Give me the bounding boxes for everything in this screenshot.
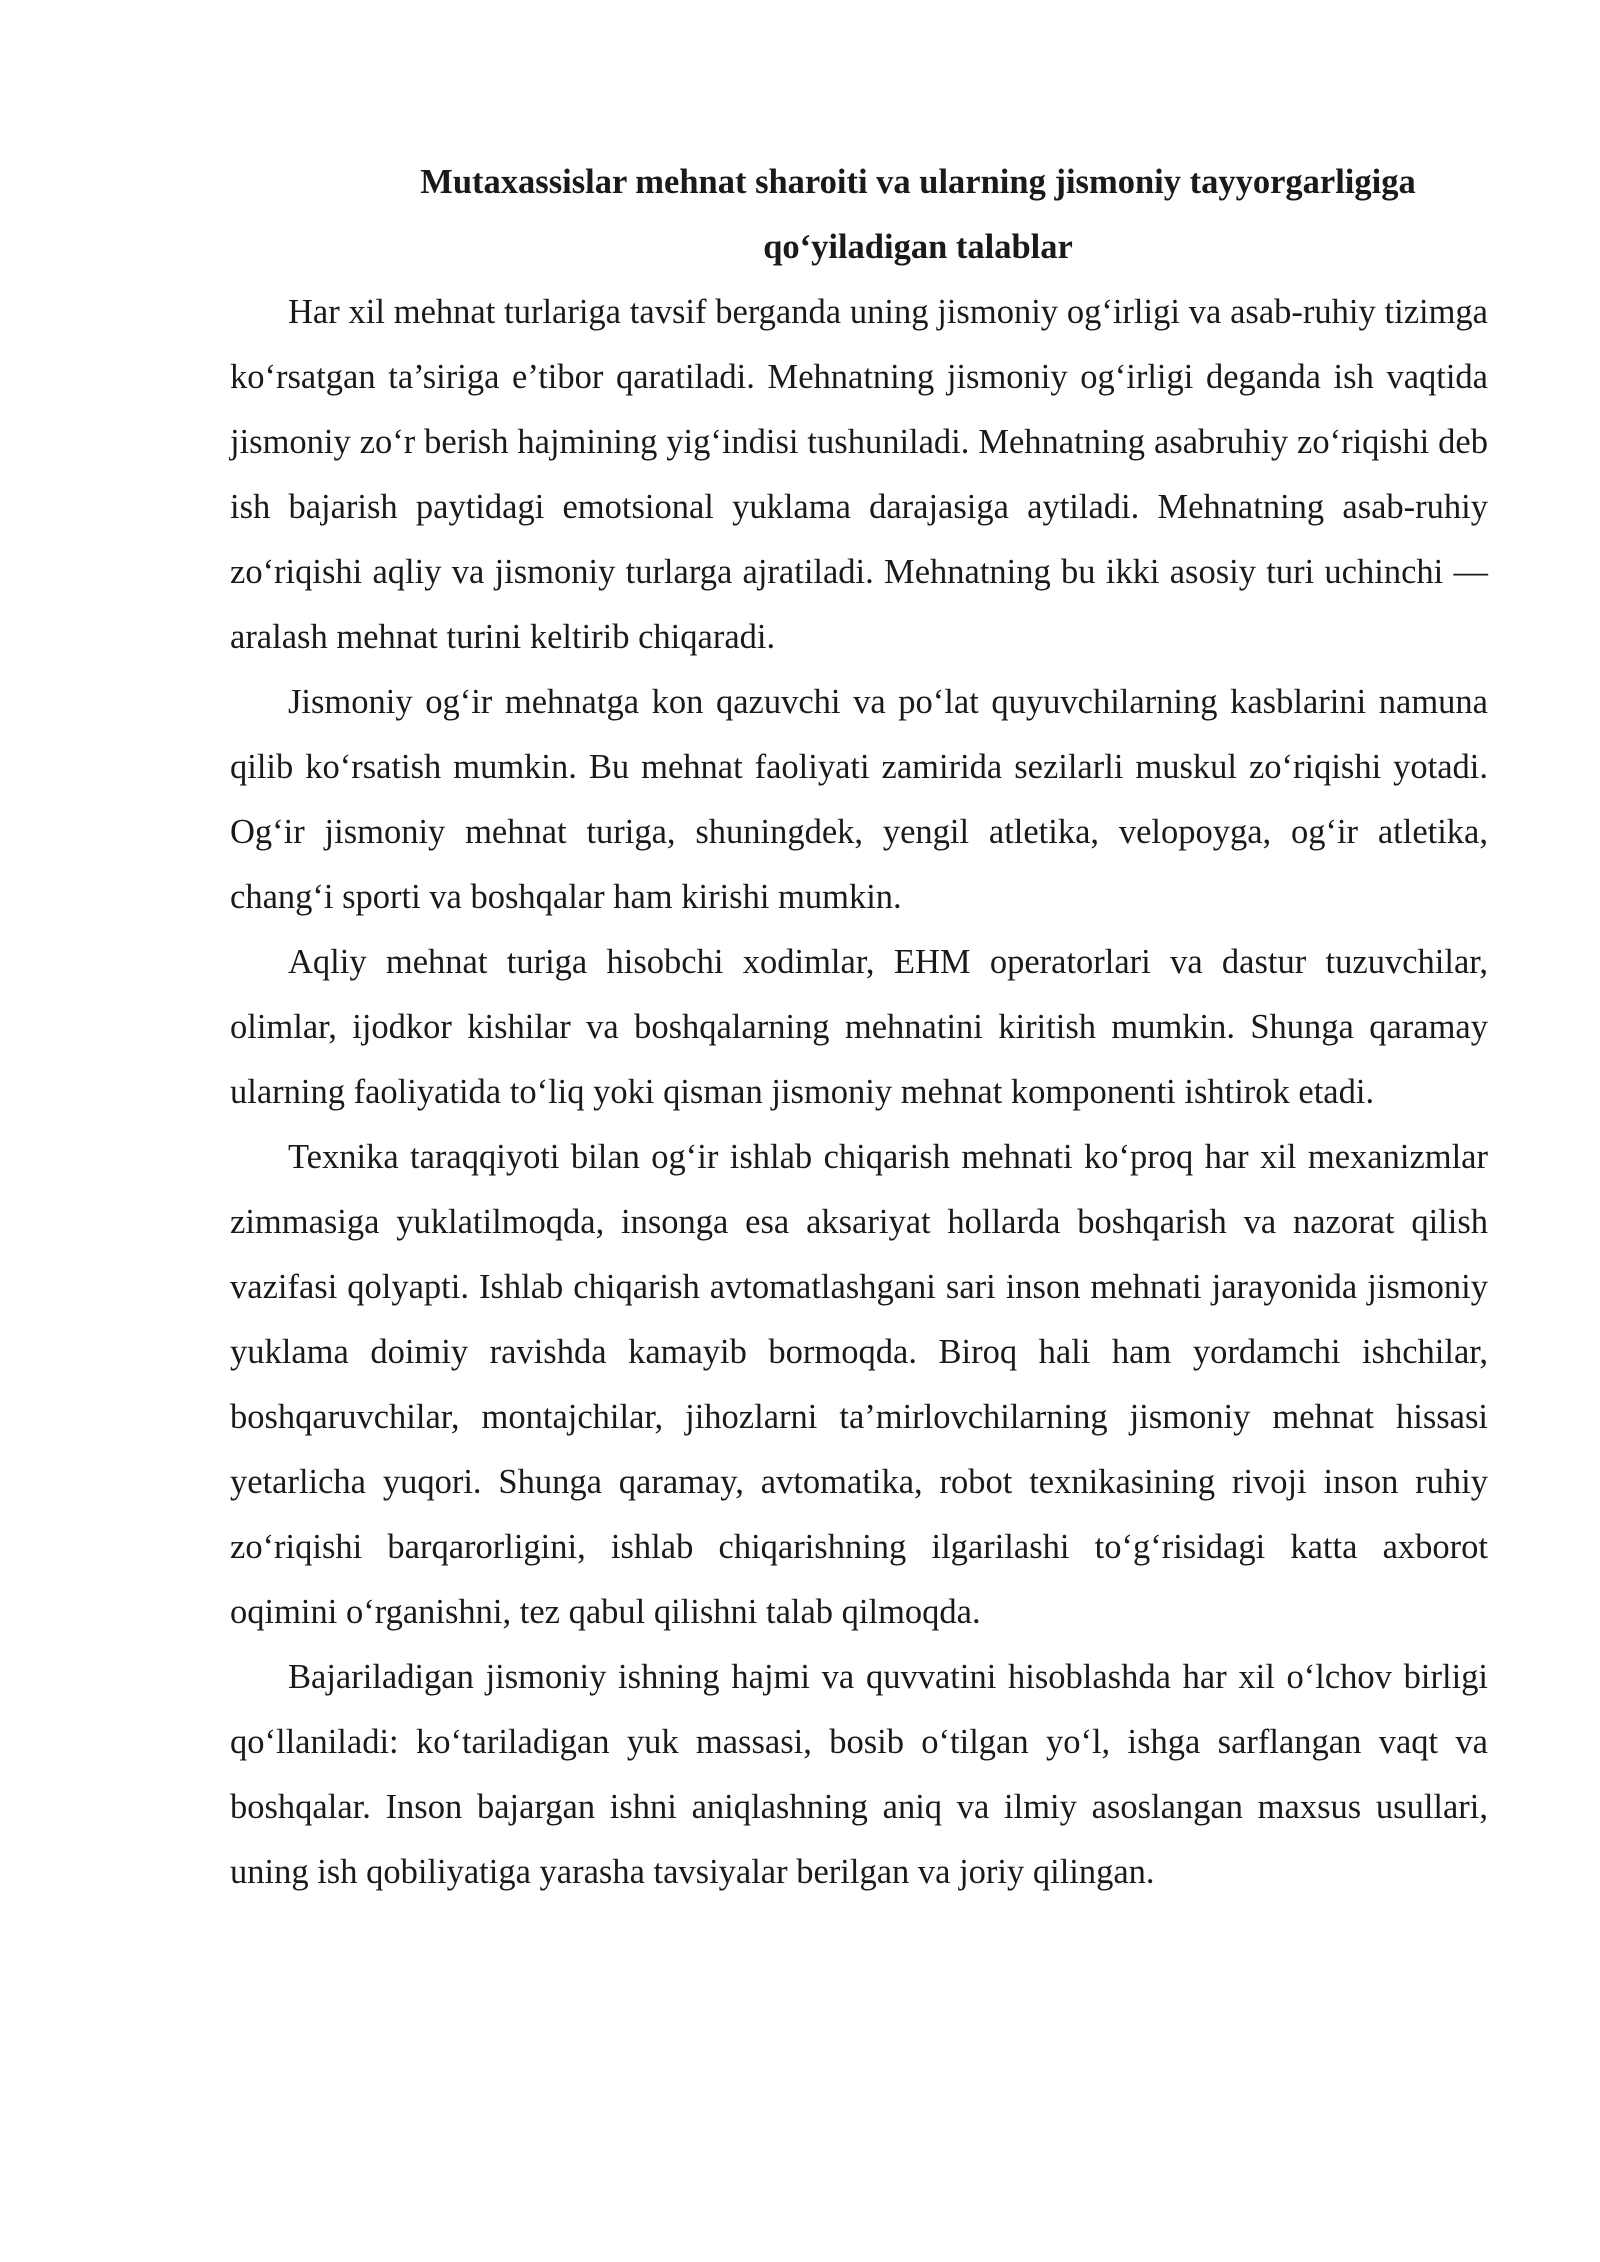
paragraph-mehnat-turlari: Har xil mehnat turlariga tavsif berganda uning jismoniy og‘irligi va asab-ruhiy tizimga ko‘rsatgan ta’siriga e’tibor qaratiladi. Mehnatning jismoniy og‘irligi deganda ish vaqtida jismoniy zo‘r berish hajmining yig‘indisi tushuniladi. Mehnatning asabruhiy zo‘riqishi deb ish bajarish paytidagi emotsional yuklama darajasiga aytiladi. Mehnatning asab-ruhiy zo‘riqishi aqliy va jismoniy turlarga ajratiladi. Mehnatning bu ikki asosiy turi uchinchi — aralash mehnat turini keltirib chiqaradi. bbox=[230, 293, 1488, 656]
document-title bbox=[230, 150, 1488, 280]
title-line-2: qo‘yiladigan talablar bbox=[763, 228, 1073, 266]
paragraph-texnika-taraqqiyoti: Texnika taraqqiyoti bilan og‘ir ishlab chiqarish mehnati ko‘proq har xil mexanizmlar zimmasiga yuklatilmoqda, insonga esa aksariyat hollarda boshqarish va nazorat qilish vazifasi qolyapti. Ishlab chiqarish avtomatlashgani sari inson mehnati jarayonida jismoniy yuklama doimiy ravishda kamayib bormoqda. Biroq hali ham yordamchi ishchilar, boshqaruvchilar, montajchilar, jihozlarni ta’mirlovchilarning jismoniy mehnat hissasi yetarlicha yuqori. Shunga qaramay, avtomatika, robot texnikasining rivoji inson ruhiy zo‘riqishi barqarorligini, ishlab chiqarishning ilgarilashi to‘g‘risidagi katta axborot oqimini o‘rganishni, tez qabul qilishni talab qilmoqda. bbox=[230, 1138, 1488, 1631]
paragraph-ish-hajmi: Bajariladigan jismoniy ishning hajmi va quvvatini hisoblashda har xil o‘lchov birligi qo‘llaniladi: ko‘tariladigan yuk massasi, bosib o‘tilgan yo‘l, ishga sarflangan vaqt va boshqalar. Inson bajargan ishni aniqlashning aniq va ilmiy asoslangan maxsus usullari, uning ish qobiliyatiga yarasha tavsiyalar berilgan va joriy qilingan. bbox=[230, 1658, 1488, 1891]
paragraph-aqliy-mehnat: Aqliy mehnat turiga hisobchi xodimlar, EHM operatorlari va dastur tuzuvchilar, olimlar, ijodkor kishilar va boshqalarning mehnatini kiritish mumkin. Shunga qaramay ularning faoliyatida to‘liq yoki qisman jismoniy mehnat komponenti ishtirok etadi. bbox=[230, 943, 1488, 1111]
title-line-1: Mutaxassislar mehnat sharoiti va ularning jismoniy tayyorgarligiga bbox=[420, 163, 1416, 201]
document-body bbox=[230, 150, 1488, 1905]
paragraph-jismoniy-mehnat: Jismoniy og‘ir mehnatga kon qazuvchi va po‘lat quyuvchilarning kasblarini namuna qilib ko‘rsatish mumkin. Bu mehnat faoliyati zamirida sezilarli muskul zo‘riqishi yotadi. Og‘ir jismoniy mehnat turiga, shuningdek, yengil atletika, velopoyga, og‘ir atletika, chang‘i sporti va boshqalar ham kirishi mumkin. bbox=[230, 683, 1488, 916]
